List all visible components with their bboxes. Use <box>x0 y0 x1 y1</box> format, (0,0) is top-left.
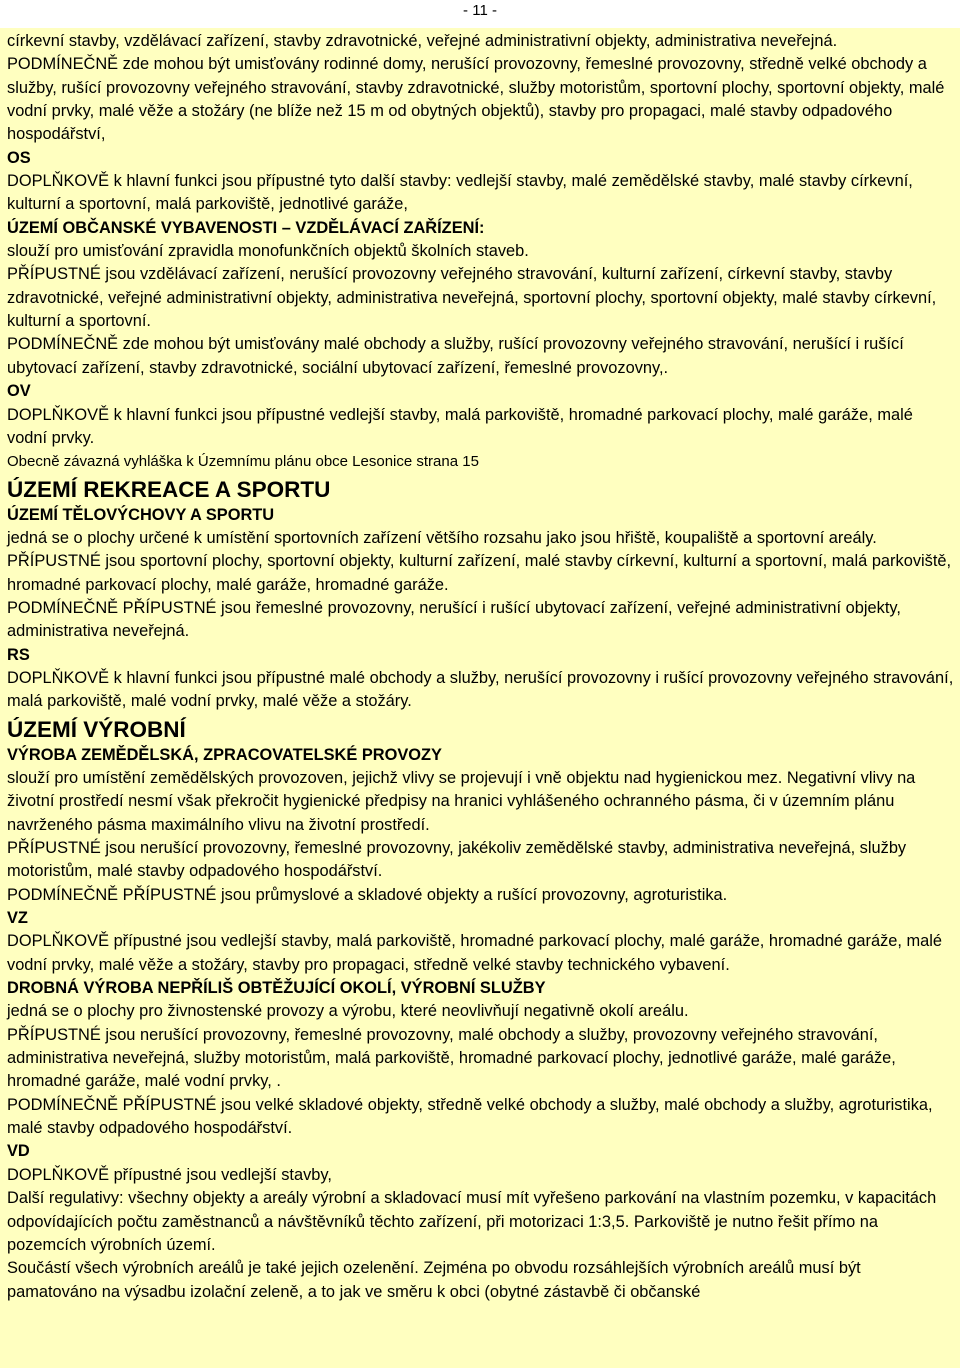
section-heading: DROBNÁ VÝROBA NEPŘÍLIŠ OBTĚŽUJÍCÍ OKOLÍ, VÝROBNÍ SLUŽBY <box>7 979 546 998</box>
footnote: Obecně závazná vyhláška k Územnímu plánu obce Lesonice strana 15 <box>7 453 479 471</box>
zone-code: OV <box>7 382 31 401</box>
zone-code: OS <box>7 148 31 167</box>
paragraph: Další regulativy: všechny objekty a areály výrobní a skladovací musí mít vyřešeno parkování na vlastním pozemku, v kapacitách odpovídajících počtu zaměstnanců a návštěvníků těchto zařízení, při motorizaci 1:3,5. Parkoviště je nutno řešit přímo na pozemcích výrobních území. <box>7 1189 937 1254</box>
section-title: ÚZEMÍ REKREACE A SPORTU <box>7 476 331 502</box>
paragraph: PODMÍNEČNĚ PŘÍPUSTNÉ jsou řemeslné provozovny, nerušící i rušící ubytovací zařízení, veřejné administrativní objekty, administrativa neveřejná. <box>7 598 901 641</box>
paragraph: PODMÍNEČNĚ PŘÍPUSTNÉ jsou průmyslové a skladové objekty a rušící provozovny, agroturistika. <box>7 885 728 904</box>
paragraph: DOPLŇKOVĚ k hlavní funkci jsou přípustné tyto další stavby: vedlejší stavby, malé zemědělské stavby, malé stavby církevní, kulturní a sportovní, malá parkoviště, jednotlivé garáže, <box>7 172 913 214</box>
section-heading: ÚZEMÍ TĚLOVÝCHOVY A SPORTU <box>7 505 275 524</box>
paragraph: PODMÍNEČNĚ zde mohou být umisťovány malé obchody a služby, rušící provozovny veřejného stravování, nerušící i rušící ubytovací zařízení, stavby zdravotnické, sociální ubytovací zařízení, řemeslné provozovny,. <box>7 335 904 377</box>
paragraph: DOPLŇKOVĚ přípustné jsou vedlejší stavby, malá parkoviště, hromadné parkovací plochy, malé garáže, hromadné garáže, malé vodní prvky, malé věže a stožáry, stavby pro propagaci, středně velké stavby technického vybavení. <box>7 932 943 974</box>
section-heading: VÝROBA ZEMĚDĚLSKÁ, ZPRACOVATELSKÉ PROVOZY <box>7 745 442 764</box>
zone-code: VZ <box>7 909 28 928</box>
document-body <box>0 28 960 1368</box>
paragraph: PŘÍPUSTNÉ jsou nerušící provozovny, řemeslné provozovny, jakékoliv zemědělské stavby, administrativa neveřejná, služby motoristům, malé stavby odpadového hospodářství. <box>7 839 907 881</box>
paragraph: PODMÍNEČNĚ zde mohou být umisťovány rodinné domy, nerušící provozovny, řemeslné provozovny, středně velké obchody a služby, rušící provozovny veřejného stravování, stavby zdravotnické, služby motoristům, sportovní plochy, sportovní objekty, malé vodní prvky, malé věže a stožáry (ne blíže než 15 m od obytných objektů), stavby pro propagaci, malé stavby odpadového hospodářství, <box>7 55 945 144</box>
zone-code: VD <box>7 1142 30 1161</box>
paragraph: jedná se o plochy pro živnostenské provozy a výrobu, které neovlivňují negativně okolí areálu. <box>7 1002 689 1021</box>
paragraph: DOPLŇKOVĚ přípustné jsou vedlejší stavby, <box>7 1165 332 1184</box>
section-title: ÚZEMÍ VÝROBNÍ <box>7 716 186 742</box>
paragraph: DOPLŇKOVĚ k hlavní funkci jsou přípustné malé obchody a služby, nerušící provozovny i rušící provozovny veřejného stravování, malá parkoviště, malé vodní prvky, malé věže a stožáry. <box>7 668 954 711</box>
paragraph: PŘÍPUSTNÉ jsou nerušící provozovny, řemeslné provozovny, malé obchody a služby, provozovny veřejného stravování, administrativa neveřejná, služby motoristům, malá parkoviště, hromadné parkovací plochy, jednotlivé garáže, malé garáže, hromadné garáže, malé vodní prvky, . <box>7 1025 896 1091</box>
page-number: - 11 - <box>463 2 497 19</box>
paragraph: PODMÍNEČNĚ PŘÍPUSTNÉ jsou velké skladové objekty, středně velké obchody a služby, malé obchody a služby, agroturistika, malé stavby odpadového hospodářství. <box>7 1095 933 1138</box>
paragraph: Součástí všech výrobních areálů je také jejich ozelenění. Zejména po obvodu rozsáhlejších výrobních areálů musí být pamatováno na výsadbu izolační zeleně, a to jak ve směru k obci (obytné zástavbě či občanské <box>7 1259 861 1301</box>
paragraph: PŘÍPUSTNÉ jsou vzdělávací zařízení, nerušící provozovny veřejného stravování, kulturní zařízení, církevní stavby, stavby zdravotnické, veřejné administrativní objekty, administrativa neveřejná, sportovní plochy, sportovní objekty, malé stavby církevní, kulturní a sportovní. <box>7 265 937 331</box>
section-heading: ÚZEMÍ OBČANSKÉ VYBAVENOSTI – VZDĚLÁVACÍ ZAŘÍZENÍ: <box>7 218 485 237</box>
zone-code: RS <box>7 645 30 664</box>
paragraph: DOPLŇKOVĚ k hlavní funkci jsou přípustné vedlejší stavby, malá parkoviště, hromadné parkovací plochy, malé garáže, malé vodní prvky. <box>7 405 913 447</box>
paragraph: jedná se o plochy určené k umístění sportovních zařízení většího rozsahu jako jsou hřiště, koupaliště a sportovní areály. <box>7 528 877 547</box>
paragraph: slouží pro umisťování zpravidla monofunkčních objektů školních staveb. <box>7 242 529 261</box>
paragraph: církevní stavby, vzdělávací zařízení, stavby zdravotnické, veřejné administrativní objekty, administrativa neveřejná. <box>7 32 838 50</box>
paragraph: PŘÍPUSTNÉ jsou sportovní plochy, sportovní objekty, kulturní zařízení, malé stavby církevní, kulturní a sportovní, malá parkoviště, hromadné parkovací plochy, malé garáže, hromadné garáže. <box>7 552 952 594</box>
paragraph: slouží pro umístění zemědělských provozoven, jejichž vlivy se projevují i vně objektu nad hygienickou mez. Negativní vlivy na životní prostředí nesmí však překročit hygienické předpisy na hranici vyhlášeného ochranného pásma, či v územním plánu navrženého pásma maximálního vlivu na životní prostředí. <box>7 768 916 834</box>
